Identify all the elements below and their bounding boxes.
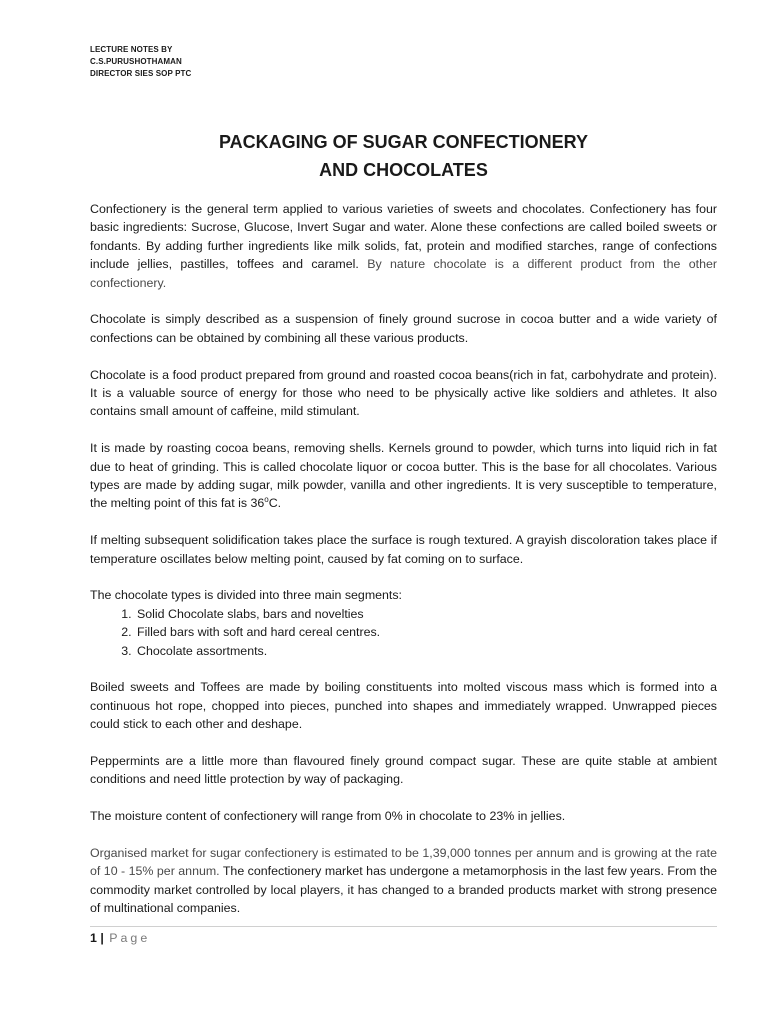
paragraph-roasting (90, 439, 717, 513)
paragraph-market (90, 844, 717, 918)
list-item: 3. Chocolate assortments. (135, 642, 717, 660)
header-line-1: LECTURE NOTES BY (90, 45, 173, 54)
paragraph-peppermints: Peppermints are a little more than flavoured finely ground compact sugar. These are quite stable at ambient conditions and need little protection by way of packaging. (90, 754, 717, 787)
header-line-3: DIRECTOR SIES SOP PTC (90, 69, 192, 78)
paragraph-text: It is made by roasting cocoa beans, removing shells. Kernels ground to powder, which turns into liquid rich in fat due to heat of grinding. This is called chocolate liquor or cocoa butter. This is the base for all chocolates. Various types are made by adding sugar, milk powder, vanilla and other ingredients. It is very susceptible to temperature, the melting point of this fat is 36 (90, 441, 717, 511)
author-header (90, 44, 191, 80)
paragraph-melting: If melting subsequent solidification takes place the surface is rough textured. A grayish discoloration takes place if temperature oscillates below melting point, caused by fat coming on to surface. (90, 533, 717, 566)
paragraph-moisture: The moisture content of confectionery will range from 0% in chocolate to 23% in jellies. (90, 809, 566, 824)
degree-superscript: o (264, 495, 269, 505)
paragraph-segments-intro: The chocolate types is divided into three main segments: (90, 588, 402, 603)
paragraph-text: The confectionery market has undergone a metamorphosis in the last few years. From the commodity market controlled by local players, it has changed to a branded products market with strong presence of multinational companies. (90, 864, 717, 916)
paragraph-text: Confectionery is the general term applied to various varieties of sweets and chocolates. Confectionery has four basic ingredients: Sucrose, Glucose, Invert Sugar and water. Alone these confections are called boiled sweets or fondants. By adding further ingredients like milk solids, fat, protein and modified starches, range of confections include jellies, pastilles, toffees and caramel. (90, 202, 717, 272)
page-footer (90, 926, 717, 947)
list-item: 1. Solid Chocolate slabs, bars and novelties (135, 605, 717, 623)
document-body (90, 200, 717, 936)
page-separator: | (100, 931, 104, 945)
paragraph-chocolate-food: Chocolate is a food product prepared from ground and roasted cocoa beans(rich in fat, carbohydrate and protein). It is a valuable source of energy for those who need to be physically active like soldiers and athletes. It also contains small amount of caffeine, mild stimulant. (90, 367, 717, 419)
title-line-1: PACKAGING OF SUGAR CONFECTIONERY (218, 132, 588, 152)
title-line-2: AND CHOCOLATES (319, 160, 488, 180)
paragraph-chocolate-suspension: Chocolate is simply described as a suspension of finely ground sucrose in cocoa butter and a wide variety of confections can be obtained by combining all these various products. (90, 312, 717, 345)
segments-list (90, 605, 717, 660)
document-title (90, 128, 717, 184)
page-label: Page (109, 931, 151, 945)
page-number: 1 (90, 931, 97, 945)
paragraph-boiled-sweets: Boiled sweets and Toffees are made by boiling constituents into molted viscous mass which is formed into a continuous hot rope, chopped into pieces, punched into shapes and immediately wrapped. Unwrapped pieces could stick to each other and deshape. (90, 680, 717, 732)
header-line-2: C.S.PURUSHOTHAMAN (90, 57, 182, 66)
paragraph-text-end: C. (268, 496, 282, 511)
paragraph-text-muted: By nature chocolate is a different product from the other confectionery. (90, 257, 717, 290)
paragraph-text-muted: Organised market for sugar confectionery is estimated to be 1,39,000 tonnes per annum and is growing at the rate of 10 - 15% per annum. (90, 846, 717, 879)
list-item: 2. Filled bars with soft and hard cereal centres. (135, 623, 717, 641)
paragraph-confectionery-intro (90, 200, 717, 292)
